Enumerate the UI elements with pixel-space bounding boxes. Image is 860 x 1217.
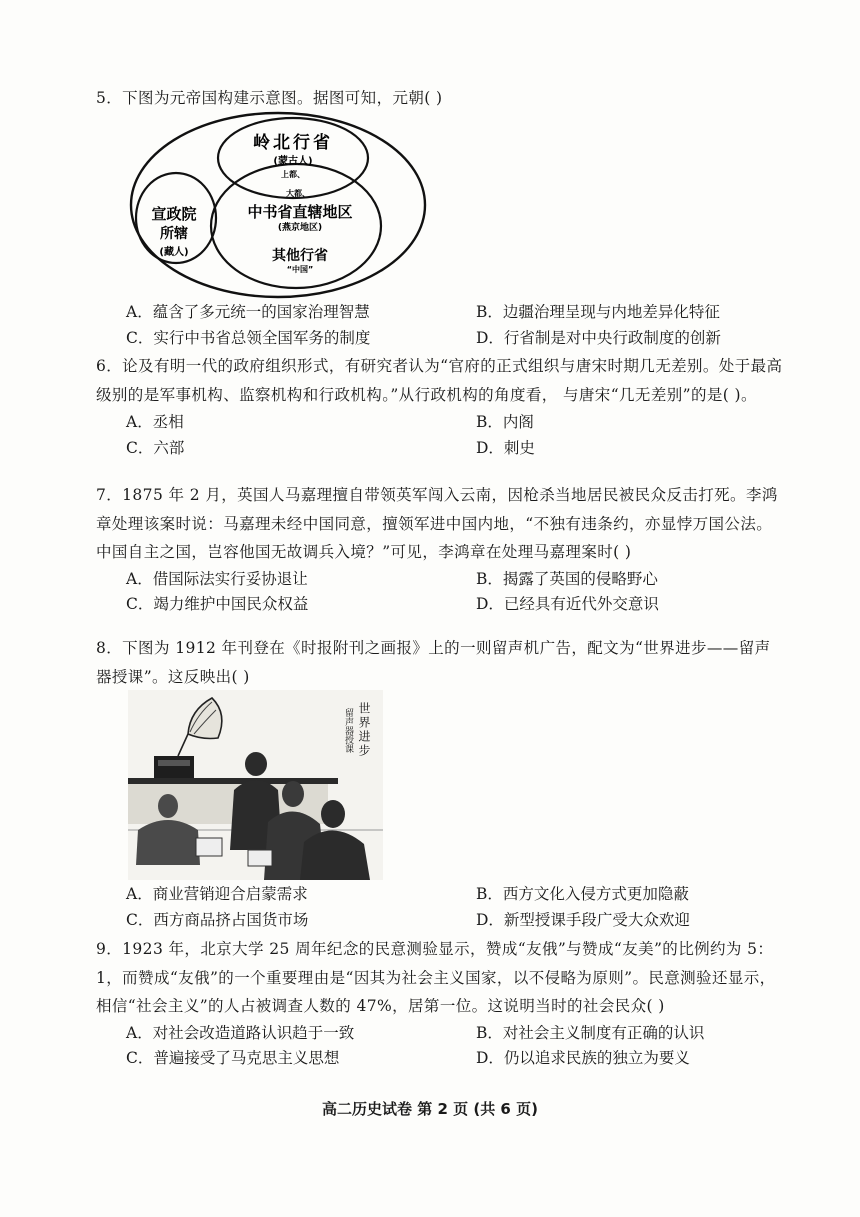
q6-option-b[interactable]: B．内阁: [476, 413, 534, 431]
advert-caption-line1: 世界进步: [357, 702, 371, 758]
question-8-stem: 8．下图为 1912 年刊登在《时报附刊之画报》上的一则留声机广告，配文为“世界进步——留声器授课”。这反映出( ): [96, 639, 771, 686]
question-9: [96, 935, 786, 1072]
lingbei-sub: (蒙古人): [273, 156, 313, 167]
advert-caption-line2: 留声器授课: [343, 708, 353, 753]
q9-option-d[interactable]: D．仍以追求民族的独立为要义: [476, 1049, 690, 1067]
question-5-stem: 5．下图为元帝国构建示意图。据图可知，元朝( ): [96, 89, 443, 107]
q6-option-c[interactable]: C．六部: [126, 438, 185, 457]
zhongshu-top: 大都、: [286, 189, 310, 198]
question-7: [96, 481, 786, 618]
question-5: [96, 84, 786, 113]
q7-option-b[interactable]: B．揭露了英国的侵略野心: [476, 569, 658, 588]
lingbei-note: 上都、: [281, 170, 305, 179]
q6-option-a[interactable]: A．丞相: [126, 413, 184, 431]
q6-option-d[interactable]: D．刺史: [476, 438, 535, 457]
q8-option-d[interactable]: D．新型授课手段广受大众欢迎: [476, 910, 690, 929]
q8-option-b[interactable]: B．西方文化入侵方式更加隐蔽: [476, 885, 689, 903]
q7-option-c[interactable]: C．竭力维护中国民众权益: [126, 595, 309, 613]
question-9-stem: 9．1923 年，北京大学 25 周年纪念的民意测验显示，赞成“友俄”与赞成“友美”的比例约为 5：1，而赞成“友俄”的一个重要理由是“因其为社会主义国家，以不侵略为原则”。民意测验还显示，相信“社会主义”的人占被调查人数的 47%，居第一位。这说明当时的社会民众( ): [96, 940, 776, 1015]
q5-option-b[interactable]: B．边疆治理呈现与内地差异化特征: [476, 303, 720, 321]
q7-option-d[interactable]: D．已经具有近代外交意识: [476, 595, 659, 613]
q5-option-a[interactable]: A．蕴含了多元统一的国家治理智慧: [126, 303, 370, 321]
q9-option-c[interactable]: C．普遍接受了马克思主义思想: [126, 1049, 340, 1067]
xuanzheng-line1: 宣政院: [151, 205, 197, 223]
q5-option-c[interactable]: C．实行中书省总领全国军务的制度: [126, 328, 371, 347]
question-6-stem: 6．论及有明一代的政府组织形式，有研究者认为“官府的正式组织与唐宋时期几无差别。处于最高级别的是军事机构、监察机构和行政机构。”从行政机构的角度看， 与唐宋“几无差别”的是( )。: [96, 357, 783, 404]
q9-option-b[interactable]: B．对社会主义制度有正确的认识: [476, 1023, 705, 1042]
page-footer: 高二历史试卷 第 2 页 (共 6 页): [322, 1100, 538, 1118]
question-8-options: [96, 882, 786, 933]
zhongshu-title: 中书省直辖地区: [247, 203, 353, 221]
q9-option-a[interactable]: A．对社会改造道路认识趋于一致: [126, 1023, 355, 1042]
q7-option-a[interactable]: A．借国际法实行妥协退让: [126, 569, 308, 588]
question-8: [96, 634, 786, 691]
question-6: [96, 352, 786, 461]
zhongshu-sub: (燕京地区): [277, 223, 323, 233]
question-7-stem: 7．1875 年 2 月，英国人马嘉理擅自带领英军闯入云南，因枪杀当地居民被民众反击打死。李鸿章处理该案时说：马嘉理未经中国同意，擅领军进中国内地，“不独有违条约，亦显悖万国公法。中国自主之国，岂容他国无故调兵入境？”可见，李鸿章在处理马嘉理案时( ): [96, 486, 778, 561]
q5-option-d[interactable]: D．行省制是对中央行政制度的创新: [476, 328, 721, 347]
xuanzheng-line2: 所辖: [160, 226, 188, 242]
q8-option-a[interactable]: A．商业营销迎合启蒙需求: [126, 885, 308, 903]
xuanzheng-sub: (藏人): [159, 247, 189, 258]
yuan-empire-diagram: [128, 110, 428, 300]
other-provinces-title: 其他行省: [272, 248, 328, 264]
gramophone-box: [154, 756, 194, 778]
gramophone-advert-image: [128, 690, 383, 880]
question-5-options: [96, 300, 786, 351]
q8-option-c[interactable]: C．西方商品挤占国货市场: [126, 910, 309, 929]
other-provinces-sub: “中国”: [286, 265, 314, 274]
lingbei-title: 岭北行省: [253, 133, 333, 153]
